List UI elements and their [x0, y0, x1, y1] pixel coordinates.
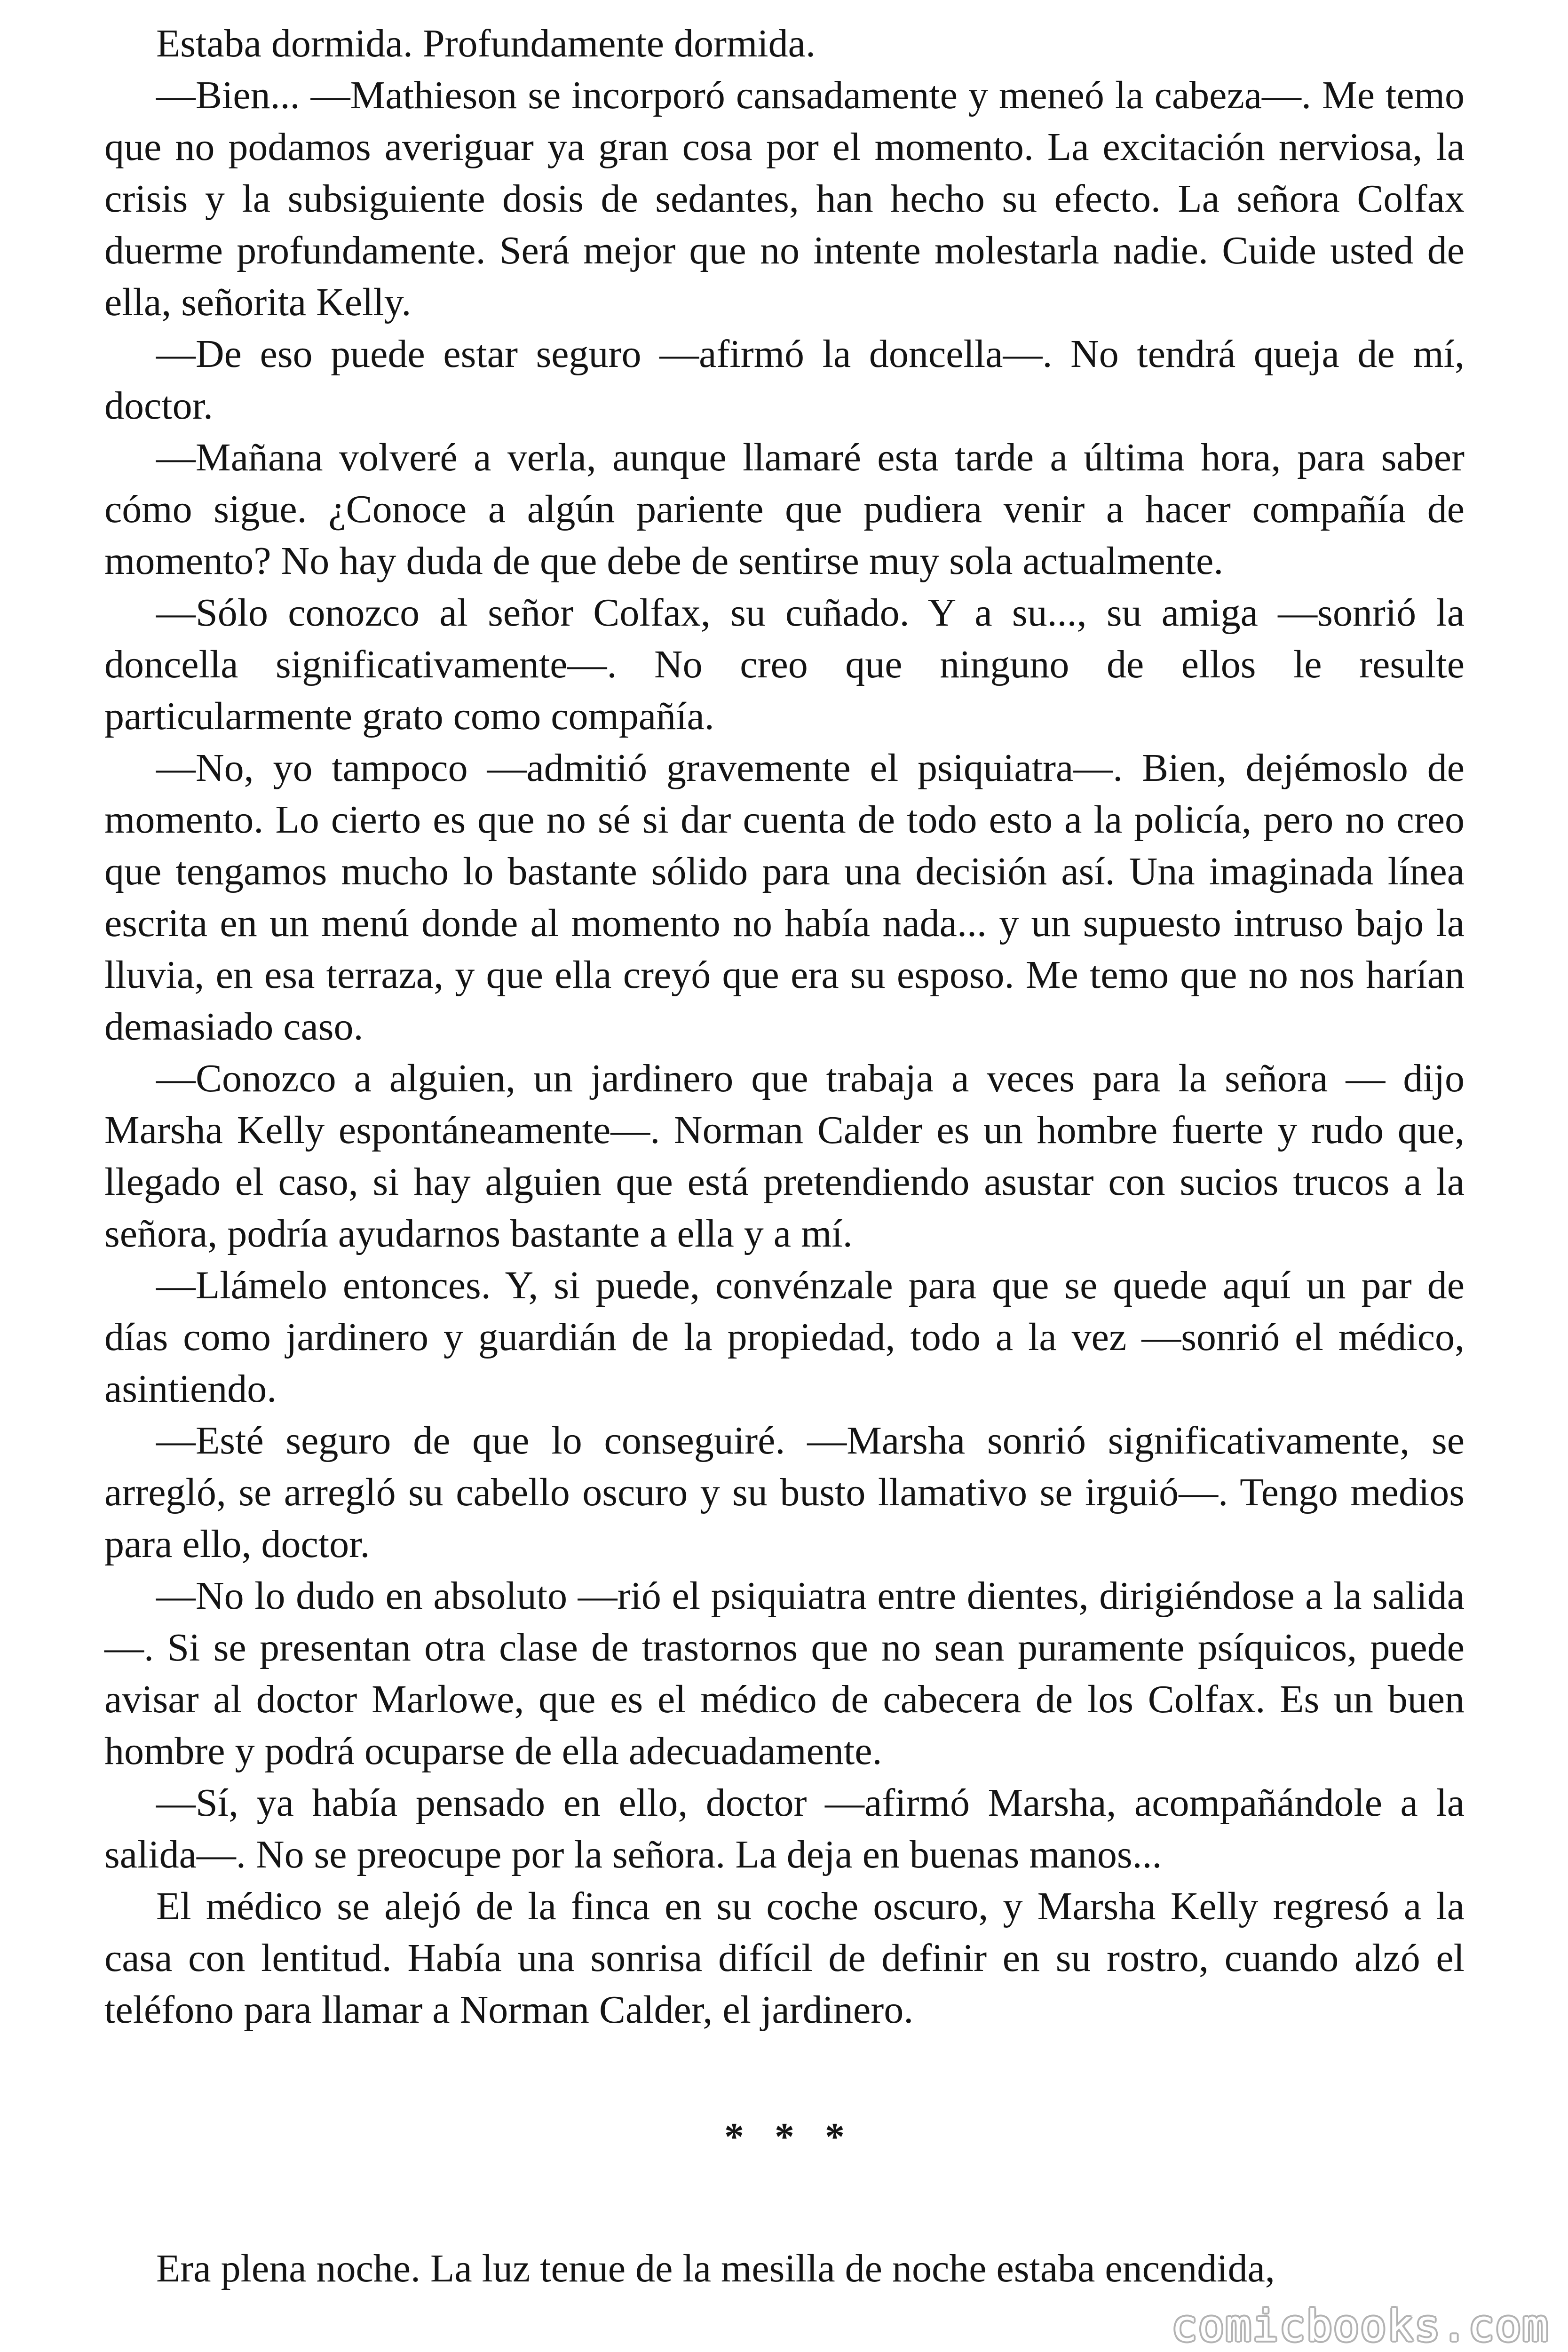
paragraph: —Sólo conozco al señor Colfax, su cuñado. Y a su..., su amiga —sonrió la doncella significativamente—. No creo que ninguno de ellos le resulte particularmente grato como compañía.: [104, 591, 1465, 738]
paragraph: —No lo dudo en absoluto —rió el psiquiatra entre dientes, dirigiéndose a la salida—. Si se presentan otra clase de trastornos que no sean puramente psíquicos, puede avisar al doctor Marlowe, que es el médico de cabecera de los Colfax. Es un buen hombre y podrá ocuparse de ella adecuadamente.: [104, 1574, 1465, 1773]
paragraph: —Esté seguro de que lo conseguiré. —Marsha sonrió significativamente, se arregló, se arregló su cabello oscuro y su busto llamativo se irguió—. Tengo medios para ello, doctor.: [104, 1419, 1465, 1566]
page-body: [104, 18, 1465, 2295]
paragraph-final: Era plena noche. La luz tenue de la mesilla de noche estaba encendida,: [156, 2247, 1275, 2290]
paragraph: —Llámelo entonces. Y, si puede, convénzale para que se quede aquí un par de días como jardinero y guardián de la propiedad, todo a la vez —sonrió el médico, asintiendo.: [104, 1263, 1465, 1411]
paragraph: —Mañana volveré a verla, aunque llamaré esta tarde a última hora, para saber cómo sigue. ¿Conoce a algún pariente que pudiera venir a hacer compañía de momento? No hay duda de que debe de sentirse muy sola actualmente.: [104, 436, 1465, 583]
paragraph: —Bien... —Mathieson se incorporó cansadamente y meneó la cabeza—. Me temo que no podamos averiguar ya gran cosa por el momento. La excitación nerviosa, la crisis y la subsiguiente dosis de sedantes, han hecho su efecto. La señora Colfax duerme profundamente. Será mejor que no intente molestarla nadie. Cuide usted de ella, señorita Kelly.: [104, 73, 1465, 324]
scene-break: * * *: [724, 2115, 855, 2159]
paragraph: —De eso puede estar seguro —afirmó la doncella—. No tendrá queja de mí, doctor.: [104, 332, 1465, 428]
paragraph: Estaba dormida. Profundamente dormida.: [156, 22, 816, 65]
paragraph: —Sí, ya había pensado en ello, doctor —afirmó Marsha, acompañándole a la salida—. No se preocupe por la señora. La deja en buenas manos...: [104, 1781, 1465, 1876]
paragraph: —Conozco a alguien, un jardinero que trabaja a veces para la señora — dijo Marsha Kelly espontáneamente—. Norman Calder es un hombre fuerte y rudo que, llegado el caso, si hay alguien que está pretendiendo asustar con sucios trucos a la señora, podría ayudarnos bastante a ella y a mí.: [104, 1057, 1465, 1255]
paragraph: —No, yo tampoco —admitió gravemente el psiquiatra—. Bien, dejémoslo de momento. Lo cierto es que no sé si dar cuenta de todo esto a la policía, pero no creo que tengamos mucho lo bastante sólido para una decisión así. Una imaginada línea escrita en un menú donde al momento no había nada... y un supuesto intruso bajo la lluvia, en esa terraza, y que ella creyó que era su esposo. Me temo que no nos harían demasiado caso.: [104, 746, 1465, 1049]
watermark-logo: comicbooks.com: [1171, 2301, 1549, 2351]
paragraph: El médico se alejó de la finca en su coche oscuro, y Marsha Kelly regresó a la casa con lentitud. Había una sonrisa difícil de definir en su rostro, cuando alzó el teléfono para llamar a Norman Calder, el jardinero.: [104, 1884, 1465, 2032]
